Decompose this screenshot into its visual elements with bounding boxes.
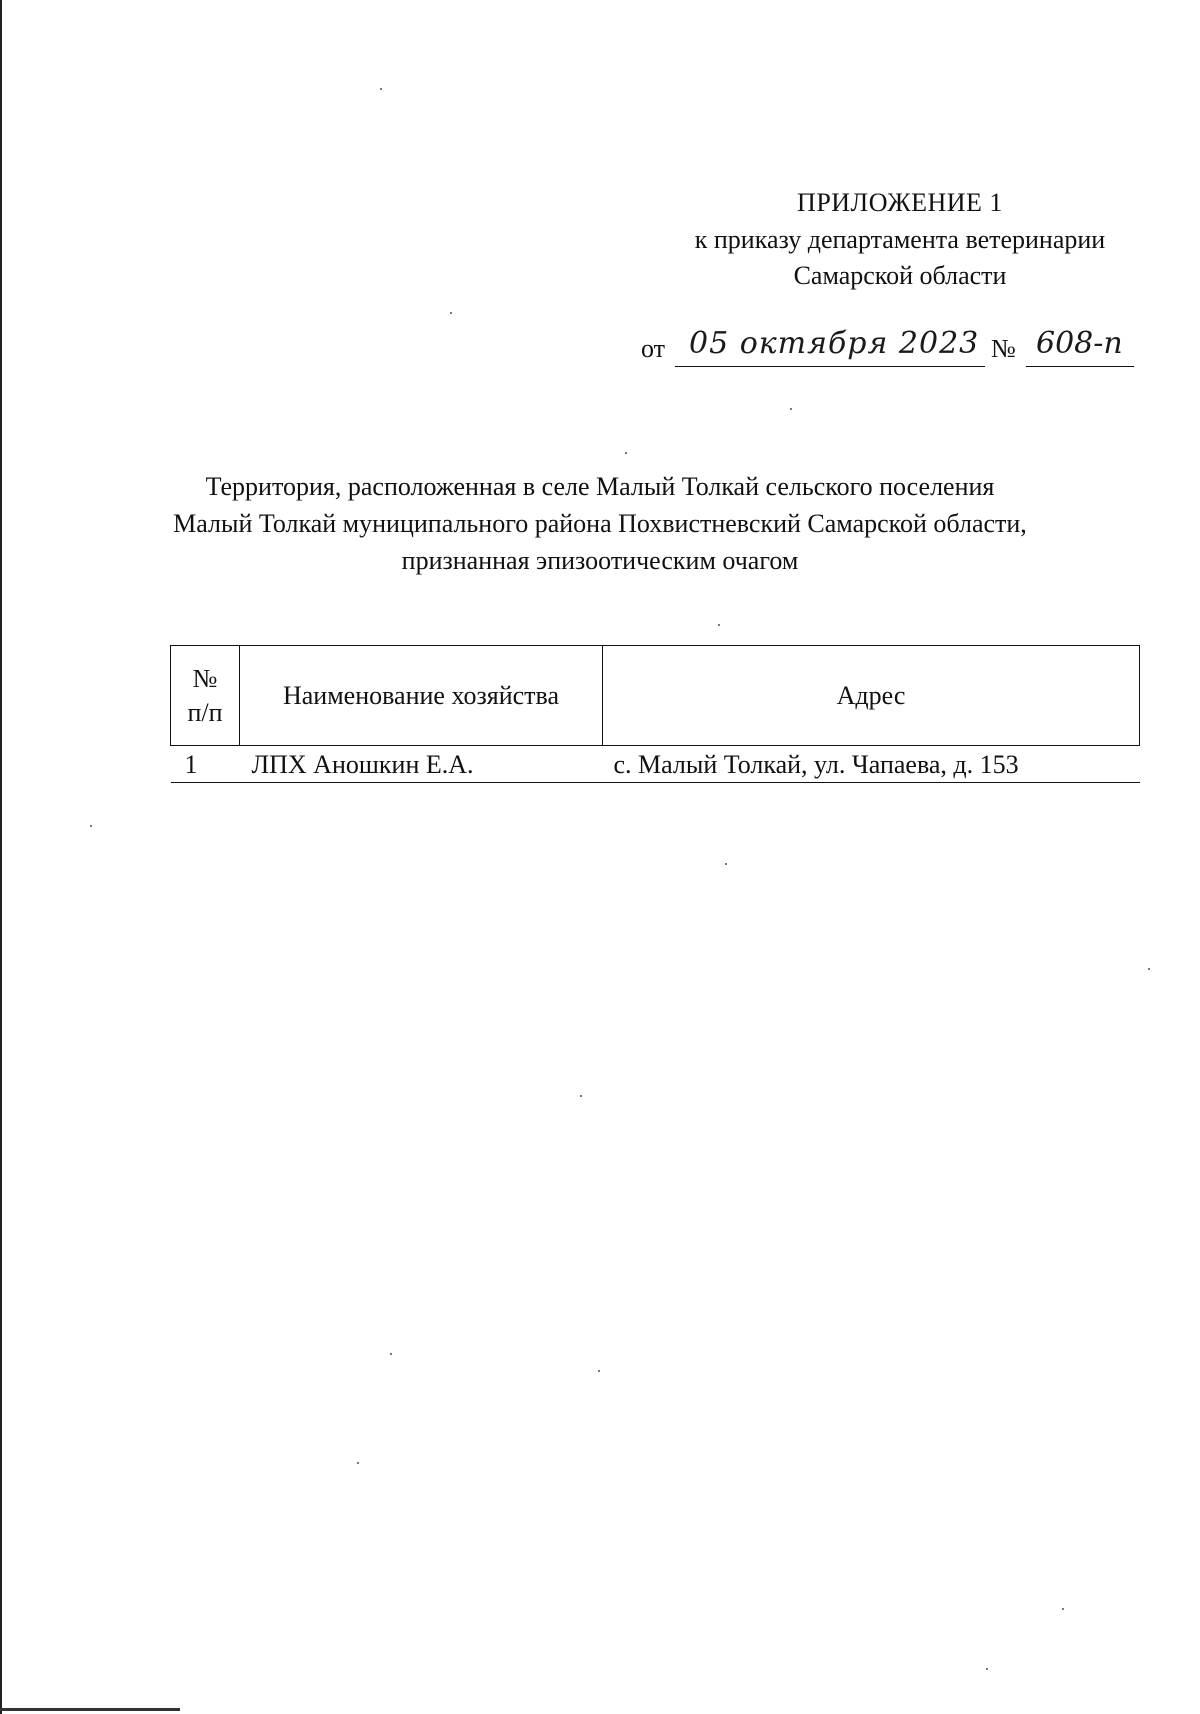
scan-speck <box>357 1462 359 1464</box>
order-date-handwritten: 05 октября 2023 <box>689 326 980 361</box>
cell-number: 1 <box>171 746 240 783</box>
cell-address: с. Малый Толкай, ул. Чапаева, д. 153 <box>603 746 1140 783</box>
scan-edge-left <box>0 0 2 1714</box>
scan-speck <box>718 624 720 626</box>
order-number-handwritten: 608-п <box>1036 326 1123 361</box>
column-header-address: Адрес <box>603 646 1140 746</box>
table-header-row <box>171 646 1140 746</box>
scan-speck <box>580 1095 582 1097</box>
heading-line-2: Малый Толкай муниципального района Похвистневский Самарской области, <box>173 509 1027 538</box>
order-from-label: от <box>641 334 666 363</box>
scan-edge-bottom <box>0 1708 180 1711</box>
scan-speck <box>598 1370 600 1372</box>
document-heading <box>150 468 1050 579</box>
order-date-field <box>675 326 985 367</box>
appendix-region: Самарской области <box>793 261 1007 290</box>
scan-speck <box>625 452 627 454</box>
appendix-title: ПРИЛОЖЕНИЕ 1 <box>797 188 1003 217</box>
order-number-field <box>1026 326 1134 367</box>
scan-speck <box>1062 1608 1064 1610</box>
cell-farm-name: ЛПХ Аношкин Е.А. <box>240 746 603 783</box>
scan-speck <box>725 863 727 865</box>
scan-speck <box>1148 968 1150 970</box>
table-row <box>171 746 1140 783</box>
farms-table <box>170 645 1140 783</box>
order-details <box>641 326 1141 370</box>
order-number-label: № <box>991 334 1016 363</box>
scan-speck <box>390 1353 392 1355</box>
scan-speck <box>986 1668 988 1670</box>
scan-speck <box>90 825 92 827</box>
scan-speck <box>450 312 452 314</box>
appendix-order-reference: к приказу департамента ветеринарии <box>694 225 1106 254</box>
column-header-farm-name: Наименование хозяйства <box>240 646 603 746</box>
heading-line-3: признанная эпизоотическим очагом <box>401 546 799 575</box>
scan-speck <box>790 408 792 410</box>
column-header-number: № п/п <box>171 646 240 746</box>
scan-speck <box>380 88 382 90</box>
heading-line-1: Территория, расположенная в селе Малый Толкай сельского поселения <box>205 472 995 501</box>
